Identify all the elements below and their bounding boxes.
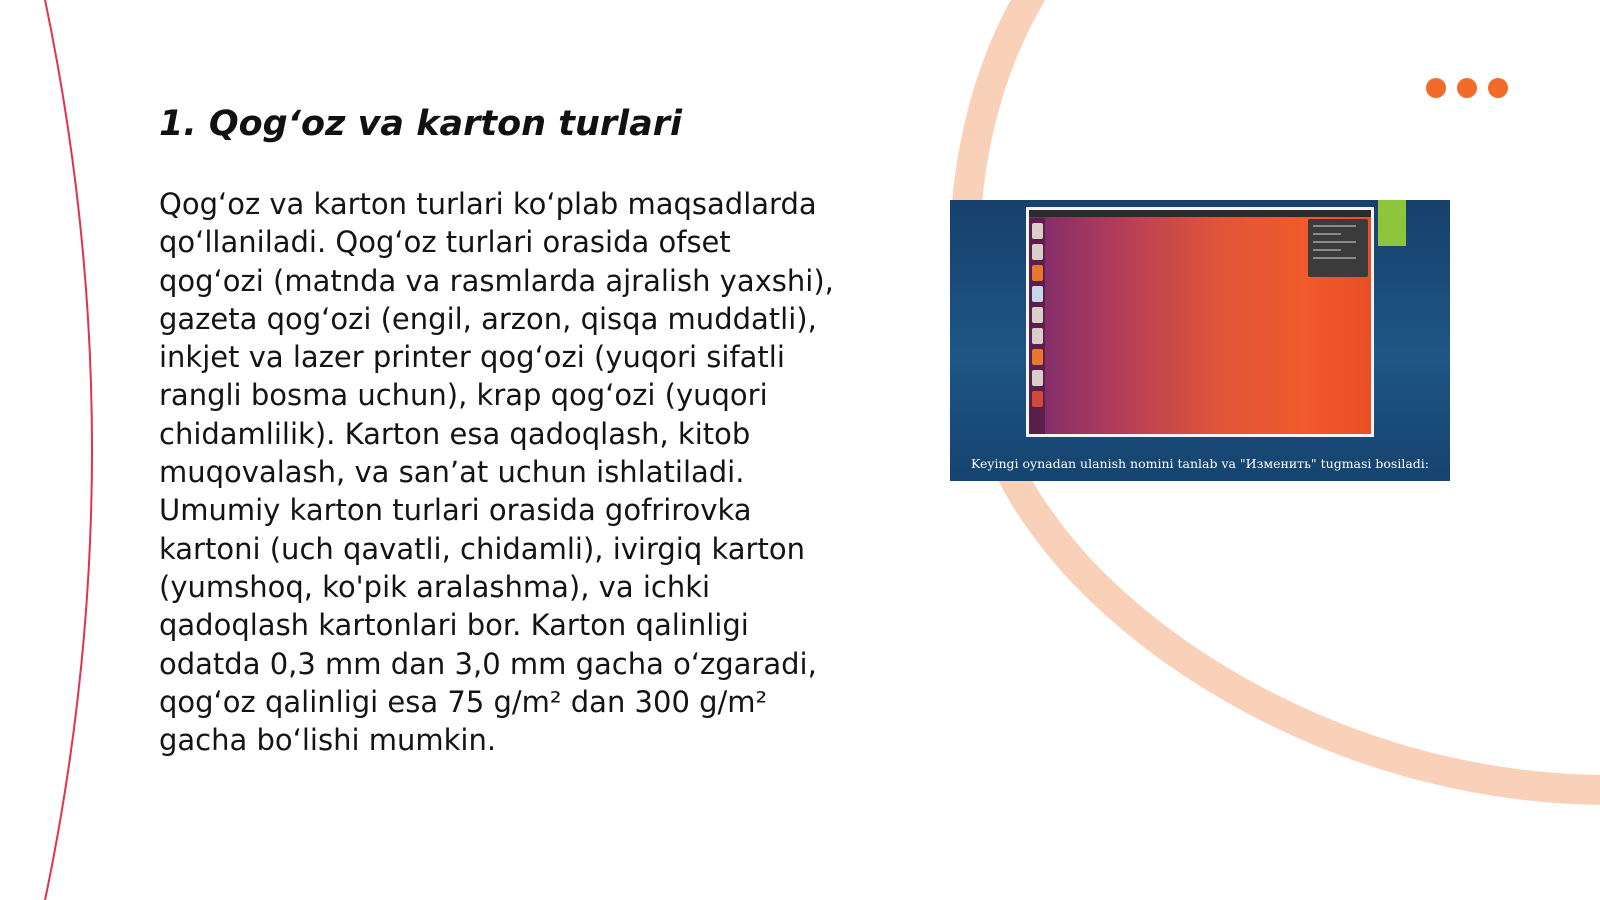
launcher-icon bbox=[1032, 223, 1043, 239]
launcher-icon bbox=[1032, 244, 1043, 260]
menu-line bbox=[1313, 225, 1356, 227]
left-curve-line bbox=[44, 0, 92, 900]
more-dots-icon bbox=[1426, 78, 1508, 98]
dot bbox=[1457, 78, 1477, 98]
launcher-icon bbox=[1032, 370, 1043, 386]
launcher-icon bbox=[1032, 286, 1043, 302]
launcher-icon bbox=[1032, 307, 1043, 323]
screenshot-monitor bbox=[1026, 207, 1374, 437]
screenshot-caption: Keyingi oynadan ulanish nomini tanlab va "Изменить" tugmasi bosiladi: bbox=[971, 456, 1429, 471]
screenshot-launcher bbox=[1029, 218, 1045, 434]
screenshot-dropdown-menu bbox=[1308, 219, 1368, 277]
slide-title: 1. Qog‘oz va karton turlari bbox=[159, 104, 683, 144]
embedded-screenshot bbox=[950, 200, 1450, 481]
launcher-icon bbox=[1032, 349, 1043, 365]
launcher-icon bbox=[1032, 391, 1043, 407]
menu-line bbox=[1313, 257, 1356, 259]
body-paragraph: Qog‘oz va karton turlari ko‘plab maqsadlarda qo‘llaniladi. Qog‘oz turlari orasida ofset qog‘ozi (matnda va rasmlarda ajralish yaxshi), gazeta qog‘ozi (engil, arzon, qisqa muddatli), inkjet va lazer printer qog‘ozi (yuqori sifatli rangli bosma uchun), krap qog‘ozi (yuqori chidamlilik). Karton esa qadoqlash, kitob muqovalash, va san’at uchun ishlatiladi. Umumiy karton turlari orasida gofrirovka kartoni (uch qavatli, chidamli), ivirgiq karton (yumshoq, ko'pik aralashma), va ichki qadoqlash kartonlari bor. Karton qalinligi odatda 0,3 mm dan 3,0 mm gacha o‘zgaradi, qog‘oz qalinligi esa 75 g/m² dan 300 g/m² gacha bo‘lishi mumkin. bbox=[159, 187, 834, 758]
menu-line bbox=[1313, 249, 1341, 251]
menu-line bbox=[1313, 233, 1341, 235]
launcher-icon bbox=[1032, 328, 1043, 344]
dot bbox=[1426, 78, 1446, 98]
screenshot-green-tab bbox=[1378, 200, 1406, 246]
menu-line bbox=[1313, 241, 1356, 243]
dot bbox=[1488, 78, 1508, 98]
launcher-icon bbox=[1032, 265, 1043, 281]
